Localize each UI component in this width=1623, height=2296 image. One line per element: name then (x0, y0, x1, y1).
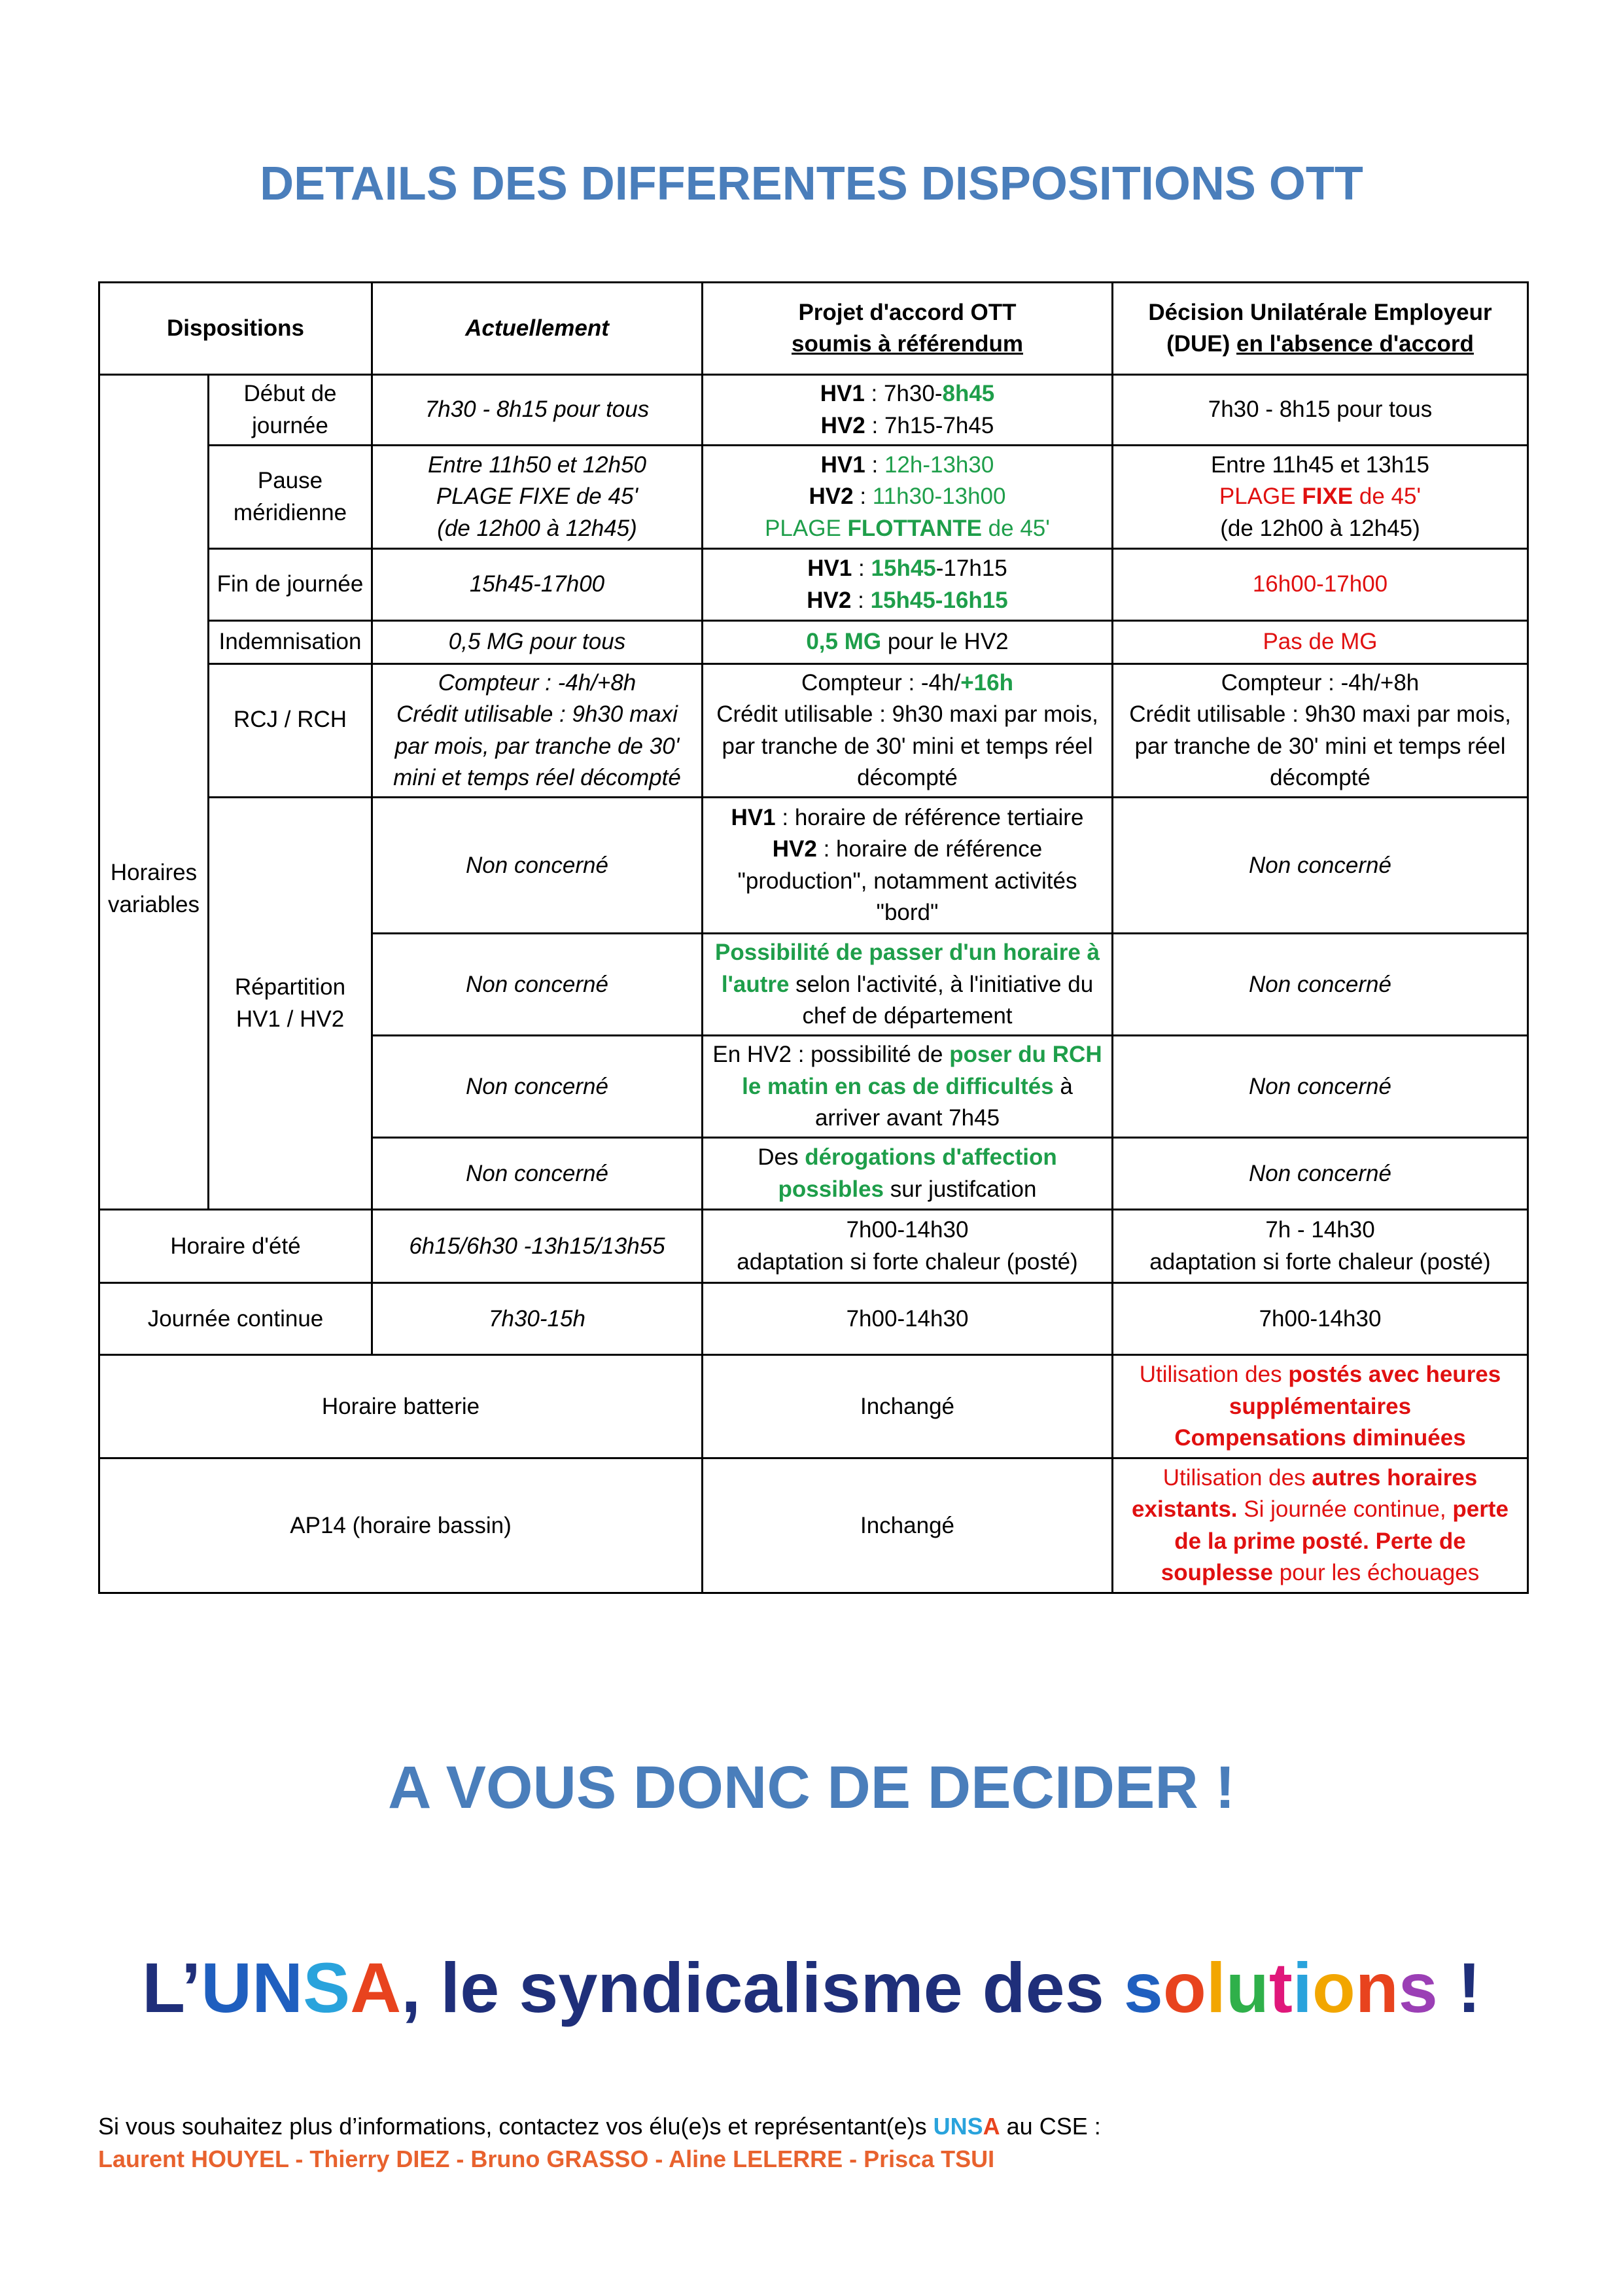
row-fin (99, 549, 1528, 621)
continue-label: Journée continue (99, 1283, 372, 1355)
footer-names: Laurent HOUYEL - Thierry DIEZ - Bruno GRASSO - Aline LELERRE - Prisca TSUI (98, 2146, 995, 2173)
pause-projet: HV1 : 12h-13h30 HV2 : 11h30-13h00 PLAGE FLOTTANTE de 45' (703, 446, 1113, 549)
repartition-2-due: Non concerné (1113, 934, 1528, 1036)
solutions-letter: i (1292, 1948, 1312, 2027)
row-indemnisation (99, 621, 1528, 664)
fin-projet: HV1 : 15h45-17h15 HV2 : 15h45-16h15 (703, 549, 1113, 621)
continue-projet: 7h00-14h30 (703, 1283, 1113, 1355)
row-debut (99, 375, 1528, 446)
ete-label: Horaire d'été (99, 1210, 372, 1283)
solutions-letter: u (1225, 1948, 1269, 2027)
row-ap14 (99, 1458, 1528, 1593)
ete-projet: 7h00-14h30 adaptation si forte chaleur (posté) (703, 1210, 1113, 1283)
debut-label: Début de journée (209, 375, 372, 446)
repartition-1-projet: HV1 : horaire de référence tertiaire HV2 : horaire de référence "production", notamment activités "bord" (703, 798, 1113, 934)
header-actuellement: Actuellement (372, 283, 703, 375)
ap14-due: Utilisation des autres horaires existants. Si journée continue, perte de la prime posté. Perte de souplesse pour les échouages (1113, 1458, 1528, 1593)
debut-due: 7h30 - 8h15 pour tous (1113, 375, 1528, 446)
header-dispositions: Dispositions (99, 283, 372, 375)
solutions-letter: o (1162, 1948, 1206, 2027)
dispositions-table (98, 281, 1529, 1594)
pause-actuel: Entre 11h50 et 12h50 PLAGE FIXE de 45' (de 12h00 à 12h45) (372, 446, 703, 549)
solutions-word (1124, 1948, 1438, 2027)
row-ete (99, 1210, 1528, 1283)
horaires-variables-label: Horaires variables (99, 375, 209, 1210)
ete-due: 7h - 14h30 adaptation si forte chaleur (posté) (1113, 1210, 1528, 1283)
indemnisation-label: Indemnisation (209, 621, 372, 664)
rcj-label: RCJ / RCH (209, 664, 372, 798)
fin-actuel: 15h45-17h00 (372, 549, 703, 621)
fin-label: Fin de journée (209, 549, 372, 621)
debut-actuel: 7h30 - 8h15 pour tous (372, 375, 703, 446)
repartition-2-actuel: Non concerné (372, 934, 703, 1036)
solutions-letter: s (1398, 1948, 1438, 2027)
header-projet: Projet d'accord OTT soumis à référendum (703, 283, 1113, 375)
fin-due: 16h00-17h00 (1113, 549, 1528, 621)
batterie-label: Horaire batterie (99, 1355, 703, 1458)
repartition-2-projet: Possibilité de passer d'un horaire à l'autre selon l'activité, à l'initiative du chef de département (703, 934, 1113, 1036)
continue-due: 7h00-14h30 (1113, 1283, 1528, 1355)
indemnisation-due: Pas de MG (1113, 621, 1528, 664)
repartition-1-due: Non concerné (1113, 798, 1528, 934)
solutions-letter: s (1123, 1948, 1163, 2027)
repartition-3-due: Non concerné (1113, 1036, 1528, 1138)
row-continue (99, 1283, 1528, 1355)
repartition-3-actuel: Non concerné (372, 1036, 703, 1138)
ap14-projet: Inchangé (703, 1458, 1113, 1593)
batterie-projet: Inchangé (703, 1355, 1113, 1458)
ete-actuel: 6h15/6h30 -13h15/13h55 (372, 1210, 703, 1283)
debut-projet: HV1 : 7h30-8h45 HV2 : 7h15-7h45 (703, 375, 1113, 446)
page-title: DETAILS DES DIFFERENTES DISPOSITIONS OTT (260, 158, 1363, 210)
rcj-projet: Compteur : -4h/+16h Crédit utilisable : 9h30 maxi par mois, par tranche de 30' mini et temps réel décompté (703, 664, 1113, 798)
header-row (99, 283, 1528, 375)
repartition-3-projet: En HV2 : possibilité de poser du RCH le matin en cas de difficultés à arriver avant 7h45 (703, 1036, 1113, 1138)
footer (98, 2110, 1101, 2176)
repartition-1-actuel: Non concerné (372, 798, 703, 934)
pause-label: Pause méridienne (209, 446, 372, 549)
batterie-due: Utilisation des postés avec heures supplémentaires Compensations diminuées (1113, 1355, 1528, 1458)
row-batterie (99, 1355, 1528, 1458)
solutions-letter: t (1268, 1948, 1293, 2027)
row-pause (99, 446, 1528, 549)
repartition-4-projet: Des dérogations d'affection possibles sur justifcation (703, 1138, 1113, 1210)
rcj-actuel: Compteur : -4h/+8h Crédit utilisable : 9h30 maxi par mois, par tranche de 30' mini et temps réel décompté (372, 664, 703, 798)
row-rcj (99, 664, 1528, 798)
ap14-label: AP14 (horaire bassin) (99, 1458, 703, 1593)
row-repartition-1 (99, 798, 1528, 934)
call-to-action: A VOUS DONC DE DECIDER ! (388, 1754, 1235, 1821)
header-due: Décision Unilatérale Employeur (DUE) en l'absence d'accord (1113, 283, 1528, 375)
solutions-letter: o (1312, 1948, 1355, 2027)
solutions-letter: l (1206, 1948, 1226, 2027)
continue-actuel: 7h30-15h (372, 1283, 703, 1355)
pause-due: Entre 11h45 et 13h15 PLAGE FIXE de 45' (de 12h00 à 12h45) (1113, 446, 1528, 549)
indemnisation-projet: 0,5 MG pour le HV2 (703, 621, 1113, 664)
rcj-due: Compteur : -4h/+8h Crédit utilisable : 9h30 maxi par mois, par tranche de 30' mini et temps réel décompté (1113, 664, 1528, 798)
repartition-4-due: Non concerné (1113, 1138, 1528, 1210)
repartition-label: Répartition HV1 / HV2 (209, 798, 372, 1210)
unsa-slogan: L’UNSA, le syndicalisme des solutions ! (142, 1948, 1481, 2027)
footer-contact: Si vous souhaitez plus d’informations, contactez vos élu(e)s et représentant(e)s UNSA au CSE : (98, 2113, 1101, 2140)
solutions-letter: n (1355, 1948, 1399, 2027)
indemnisation-actuel: 0,5 MG pour tous (372, 621, 703, 664)
repartition-4-actuel: Non concerné (372, 1138, 703, 1210)
